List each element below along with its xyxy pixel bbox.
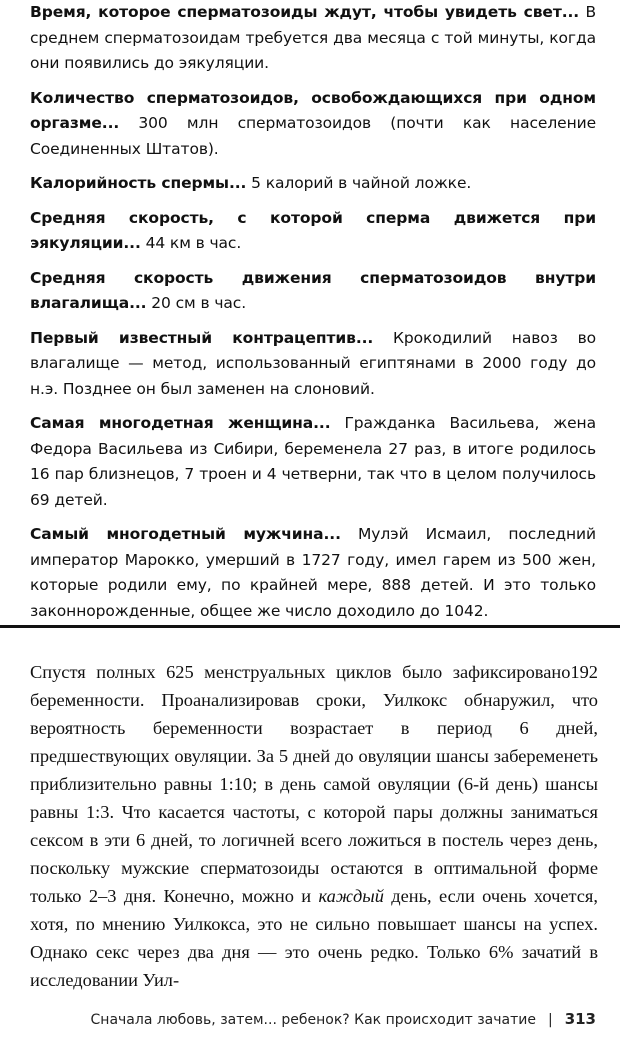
fact-text: Гражданка Васильева, жена Федора Васильева из Сибири, беременела 27 раз, в итоге родилось 16 пар близнецов, 7 троен и 4 четверни, так что в целом получилось 69 детей. (30, 414, 596, 509)
fact-item (30, 171, 596, 197)
fact-item (30, 86, 596, 163)
body-paragraph (30, 658, 598, 994)
fact-title: Средняя скорость движения сперматозоидов внутри влагалища... (30, 268, 596, 312)
body-text-part2: день, если очень хочется, хотя, по мнению Уилкокса, это не сильно повышает шансы на успех. Однако секс через два дня — это очень редко. Только 6% зачатий в исследовании Уил- (30, 886, 598, 990)
fact-item (30, 266, 596, 317)
running-title: Сначала любовь, затем... ребенок? Как происходит зачатие (90, 1012, 536, 1028)
fact-text: 20 см в час. (151, 294, 247, 312)
fact-title: Самая многодетная женщина... (30, 414, 331, 432)
fact-title: Время, которое сперматозоиды ждут, чтобы увидеть свет... (30, 3, 580, 21)
fact-text: Мулэй Исмаил, последний император Марокко, умерший в 1727 году, имел гарем из 500 жен, которые родили ему, по крайней мере, 888 детей. И это только законнорожденные, общее же число доходило до 1042. (30, 525, 596, 620)
fact-title: Количество сперматозоидов, освобождающихся при одном оргазме... (30, 88, 596, 132)
fact-title: Калорийность спермы... (30, 174, 247, 192)
fact-item (30, 326, 596, 403)
fact-title: Первый известный контрацептив... (30, 328, 374, 347)
body-text-italic: каждый (318, 886, 384, 906)
sidebar-divider (0, 625, 620, 628)
fact-title: Самый многодетный мужчина... (30, 525, 341, 543)
fact-title: Средняя скорость, с которой сперма движется при эякуляции... (30, 208, 596, 252)
fact-item (30, 411, 596, 513)
page-number: 313 (564, 1010, 596, 1028)
fact-item (30, 522, 596, 624)
facts-sidebar (30, 0, 596, 633)
fact-text: 5 калорий в чайной ложке. (251, 174, 472, 192)
page-footer (91, 1010, 596, 1028)
fact-text: 300 млн сперматозоидов (почти как население Соединенных Штатов). (30, 114, 597, 158)
fact-text: 44 км в час. (145, 234, 242, 252)
fact-item (30, 206, 596, 257)
fact-text: Крокодилий навоз во влагалище — метод, использованный египтянами в 2000 году до н.э. Позднее он был заменен на слоновий. (30, 328, 596, 398)
fact-text: В среднем сперматозоидам требуется два месяца с той минуты, когда они появились до эякуляции. (30, 3, 596, 72)
body-text-part1: Спустя полных 625 менструальных циклов было зафиксировано192 беременности. Проанализировав сроки, Уилкокс обнаружил, что вероятность беременности возрастает в период 6 дней, предшествующих овуляции. За 5 дней до овуляции шансы забеременеть приблизительно равны 1:10; в день самой овуляции (6-й день) шансы равны 1:3. Что касается частоты, с которой пары должны заниматься сексом в эти 6 дней, то логичней всего ложиться в постель через день, поскольку мужские сперматозоиды остаются в оптимальной форме только 2–3 дня. Конечно, можно и (30, 662, 598, 906)
footer-separator: | (547, 1012, 553, 1028)
fact-item (30, 0, 596, 77)
